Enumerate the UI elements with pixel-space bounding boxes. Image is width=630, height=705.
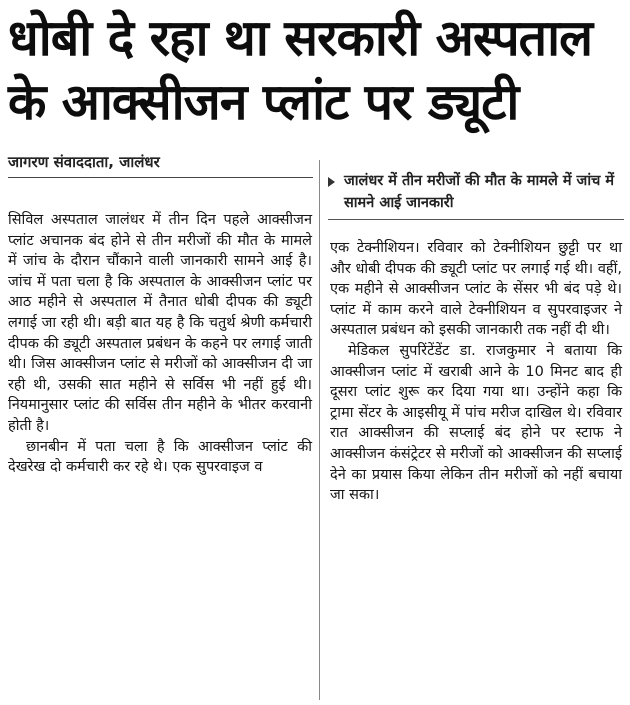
paragraph-1: सिविल अस्पताल जालंधर में तीन दिन पहले आक्सीजन प्लांट अचानक बंद होने से तीन मरीजों की मौत के मामले में जांच के दौरान चौंकाने वाली जानकारी सामने आई है। जांच में पता चला है कि अस्पताल के आक्सीजन प्लांट पर आठ महीने से अस्पताल में तैनात धोबी दीपक की ड्यूटी लगाई जा रही थी। बड़ी बात यह है कि चतुर्थ श्रेणी कर्मचारी दीपक की ड्यूटी अस्पताल प्रबंधन के कहने पर लगाई जाती थी। जिस आक्सीजन प्लांट से मरीजों को आक्सीजन दी जा रही थी, उसकी सात महीने से सर्विस भी नहीं हुई थी। नियमानुसार प्लांट की सर्विस तीन महीने के भीतर करवानी होती है। xyxy=(8,212,312,434)
subheadline: जालंधर में तीन मरीजों की मौत के मामले में जांच में सामने आई जानकारी xyxy=(344,173,614,211)
paragraph-3: एक टेक्नीशियन। रविवार को टेक्नीशियन छुट्टी पर था और धोबी दीपक की ड्यूटी प्लांट पर लगाई गई थी। वहीं, एक महीने से आक्सीजन प्लांट के सेंसर भी बंद पड़े थे। प्लांट में काम करने वाले टेक्नीशियन व सुपरवाइजर ने अस्पताल प्रबंधन को इसकी जानकारी तक नहीं दी थी। xyxy=(330,240,622,339)
headline-line-1: धोबी दे रहा था सरकारी अस्पताल xyxy=(8,9,593,67)
paragraph-4: मेडिकल सुपरिंटेंडेंट डा. राजकुमार ने बताया कि आक्सीजन प्लांट में खराबी आने के 10 मिनट बाद ही दूसरा प्लांट शुरू कर दिया गया था। उन्होंने कहा कि ट्रामा सेंटर के आइसीयू में पांच मरीज दाखिल थे। रविवार रात आक्सीजन की सप्लाई बंद होने पर स्टाफ ने आक्सीजन कंसंट्रेटर से मरीजों को आक्सीजन की सप्लाई देने का प्रयास किया लेकिन तीन मरीजों को नहीं बचाया जा सका। xyxy=(330,342,622,504)
column-divider xyxy=(319,160,320,700)
byline: जागरण संवाददाता, जालंधर xyxy=(8,152,313,178)
article-column-left xyxy=(8,210,312,478)
article-column-right xyxy=(330,238,622,506)
headline-line-2: के आक्सीजन प्लांट पर ड्यूटी xyxy=(8,73,519,131)
paragraph-2: छानबीन में पता चला है कि आक्सीजन प्लांट की देखरेख दो कर्मचारी कर रहे थे। एक सुपरवाइज व xyxy=(8,438,312,476)
headline xyxy=(8,6,622,134)
subheadline-rule xyxy=(328,219,624,220)
subheadline-box xyxy=(328,170,624,214)
arrow-bullet-icon xyxy=(328,177,335,187)
